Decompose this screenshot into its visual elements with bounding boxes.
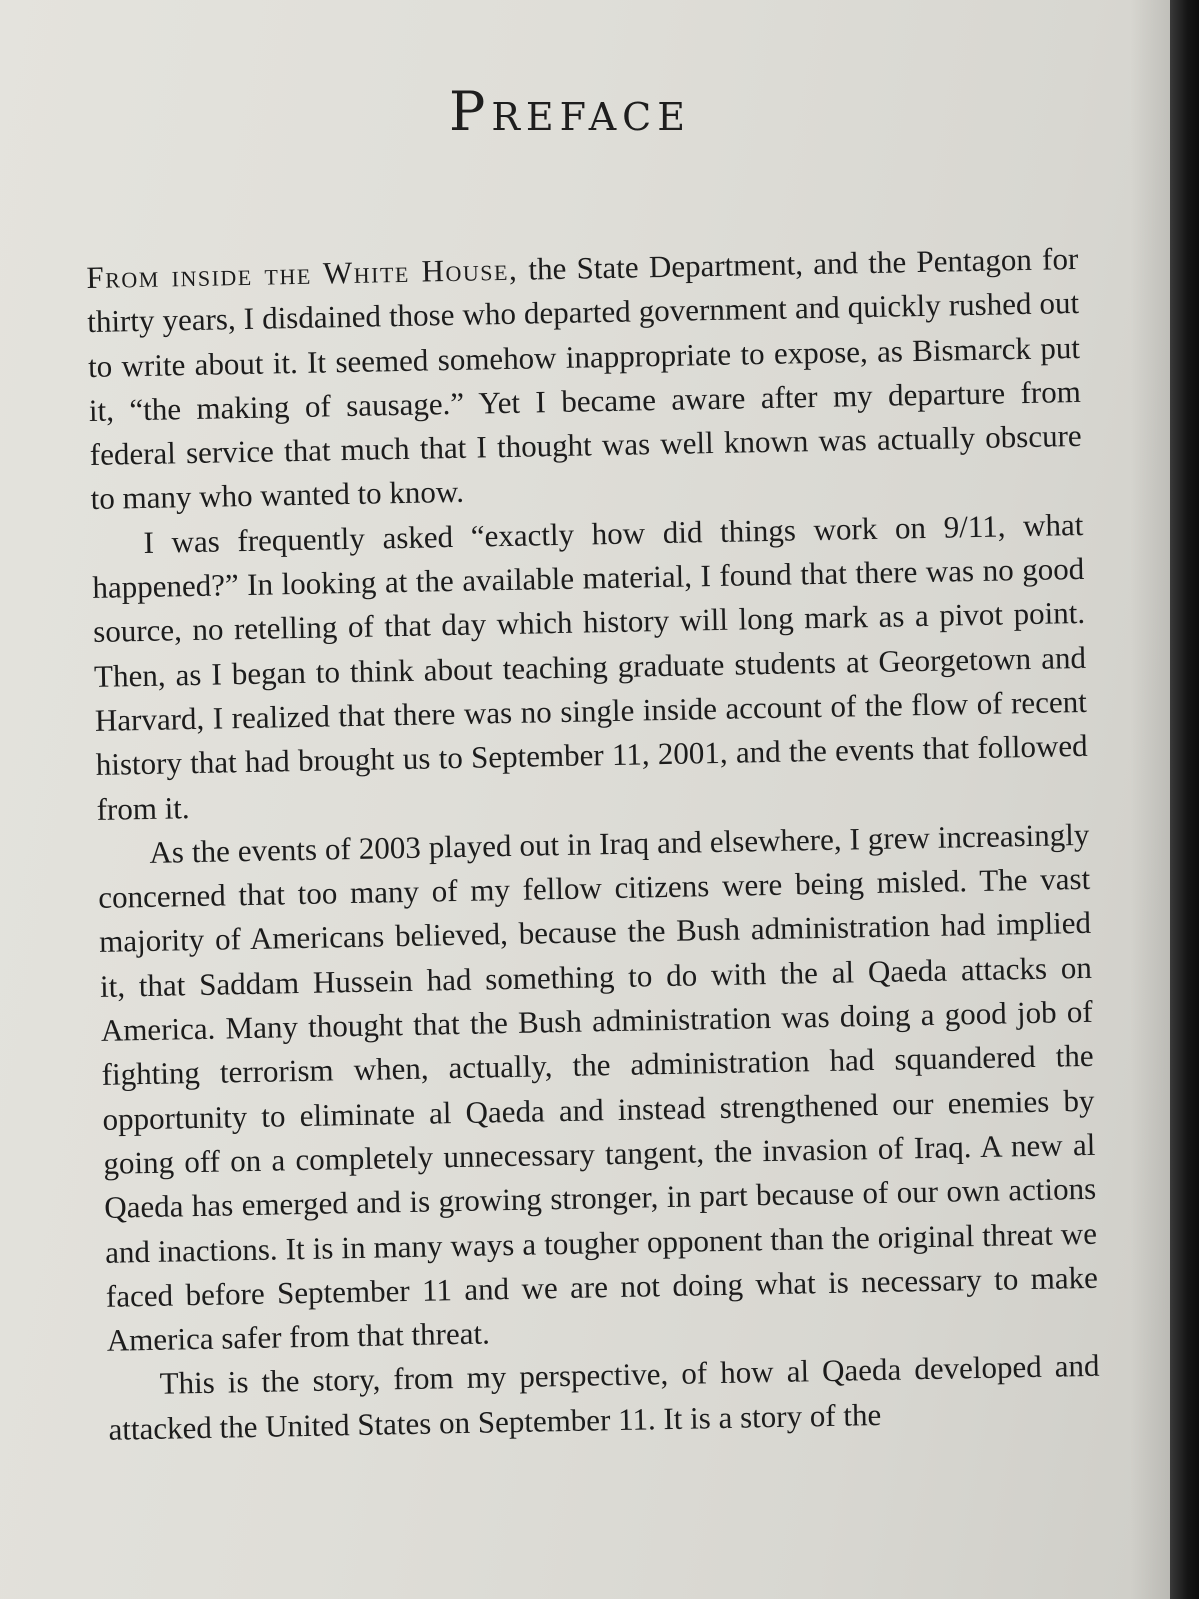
page-title: Preface (448, 80, 691, 143)
book-spine-shadow (1170, 0, 1199, 1599)
paragraph-1 (86, 237, 1083, 522)
paragraph-2: I was frequently asked “exactly how did things work on 9/11, what happened?” In looking at the available material, I found that there was no good source, no retelling of that day which history will long mark as a pivot point. Then, as I began to think about teaching graduate students at Georgetown and Harvard, I realized that there was no single inside account of the flow of recent history that had brought us to September 11, 2001, and the events that followed from it. (92, 506, 1088, 827)
paragraph-4: This is the story, from my perspective, of how al Qaeda developed and attacked the United States on September 11. It is a story of the (108, 1348, 1100, 1447)
paragraph-lead-in: From inside the White House, (86, 251, 519, 295)
paragraph-text: the State Department, and the Pentagon for thirty years, I disdained those who departed government and quickly rushed out to write about it. It seemed somehow inappropriate to expose, as Bismarck put it, “the making of sausage.” Yet I became aware after my departure from federal service that much that I thought was well known was actually obscure to many who wanted to know. (86, 240, 1082, 517)
body-text (86, 237, 1101, 1452)
paragraph-3: As the events of 2003 played out in Iraq and elsewhere, I grew increasingly concerned that too many of my fellow citizens were being misled. The vast majority of Americans believed, because the Bush administration had implied it, that Saddam Hussein had something to do with the al Qaeda attacks on America. Many thought that the Bush administration was doing a good job of fighting terrorism when, actually, the administration had squandered the opportunity to eliminate al Qaeda and instead strengthened our enemies by going off on a completely unnecessary tangent, the invasion of Iraq. A new al Qaeda has emerged and is growing stronger, in part because of our own actions and inactions. It is in many ways a tougher opponent than the original threat we faced before September 11 and we are not doing what is necessary to make America safer from that threat. (97, 816, 1099, 1358)
